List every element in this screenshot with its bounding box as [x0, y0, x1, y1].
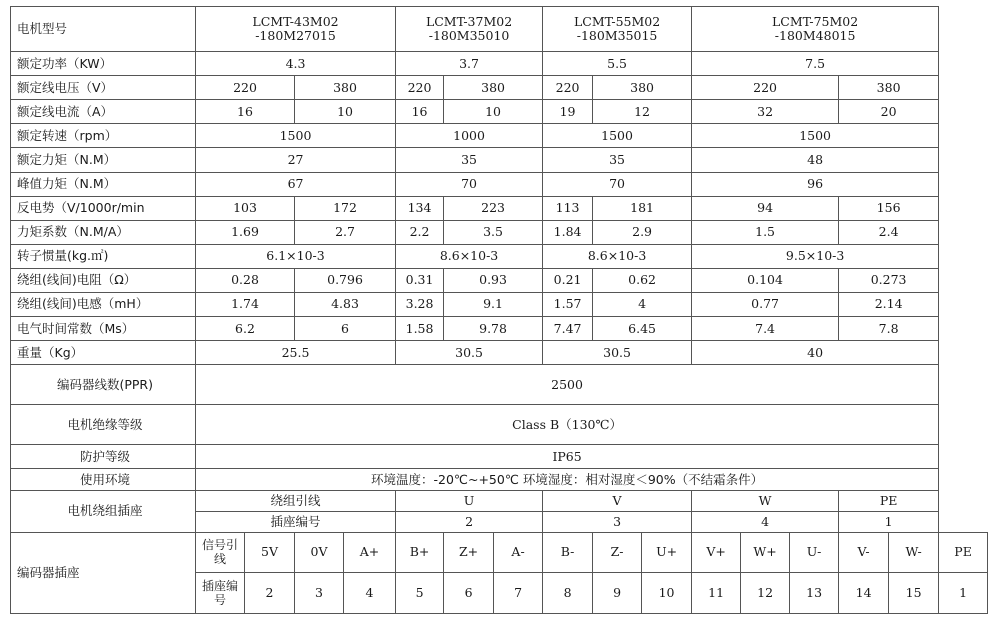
table-row [11, 244, 988, 268]
value-cell: 9.1 [444, 292, 543, 316]
encoder-pin: 3 [295, 572, 344, 613]
row-label: 编码器线数(PPR) [11, 365, 196, 405]
value-cell: 1.69 [196, 220, 295, 244]
value-cell: 2.14 [839, 292, 939, 316]
value-cell: 223 [444, 196, 543, 220]
encoder-socket-label: 编码器插座 [11, 532, 196, 613]
value-cell: 1.57 [543, 292, 593, 316]
value-cell: 8.6×10-3 [543, 244, 692, 268]
value-cell: 0.273 [839, 268, 939, 292]
row-label: 力矩系数（N.M/A） [11, 220, 196, 244]
value-cell: 9.78 [444, 317, 543, 341]
encoder-signal: B- [543, 532, 593, 572]
row-label: 防护等级 [11, 445, 196, 469]
value-cell: 30.5 [543, 341, 692, 365]
model-cell [396, 7, 543, 52]
model-line1: LCMT-55M02 [573, 14, 661, 30]
encoder-pin: 8 [543, 572, 593, 613]
value-cell: 172 [295, 196, 396, 220]
model-line1: LCMT-43M02 [252, 14, 339, 30]
table-row [11, 292, 988, 316]
value-cell: 6.2 [196, 317, 295, 341]
value-cell: 25.5 [196, 341, 396, 365]
value-cell: 2.4 [839, 220, 939, 244]
row-label: 电机绝缘等级 [11, 405, 196, 445]
value-cell: 0.77 [692, 292, 839, 316]
table-row [11, 172, 988, 196]
table-row [11, 268, 988, 292]
value-cell: 6 [295, 317, 396, 341]
encoder-signal: W+ [741, 532, 790, 572]
model-cell [543, 7, 692, 52]
encoder-pin: 1 [939, 572, 988, 613]
model-line2: -180M35015 [576, 28, 658, 44]
encoder-signal: A- [494, 532, 543, 572]
value-cell: 7.4 [692, 317, 839, 341]
value-cell: 7.5 [692, 52, 939, 76]
value-cell: 220 [543, 76, 593, 100]
winding-pin: 1 [839, 511, 939, 532]
table-row [11, 148, 988, 172]
value-cell: 113 [543, 196, 593, 220]
value-cell: 30.5 [396, 341, 543, 365]
value-cell: 1.74 [196, 292, 295, 316]
table-row [11, 469, 988, 490]
encoder-signal: V+ [692, 532, 741, 572]
encoder-pin: 7 [494, 572, 543, 613]
value-cell: 380 [593, 76, 692, 100]
value-cell: 0.93 [444, 268, 543, 292]
model-cell [196, 7, 396, 52]
encoder-pin: 11 [692, 572, 741, 613]
row-label: 峰值力矩（N.M） [11, 172, 196, 196]
encoder-signal: 5V [245, 532, 295, 572]
value-cell: 5.5 [543, 52, 692, 76]
value-cell: 32 [692, 100, 839, 124]
encoder-signal: 0V [295, 532, 344, 572]
row-label: 反电势（V/1000r/min [11, 196, 196, 220]
table-row [11, 490, 988, 511]
model-line2: -180M48015 [774, 28, 856, 44]
value-cell: 94 [692, 196, 839, 220]
row-label: 绕组(线间)电感（mH） [11, 292, 196, 316]
value-cell: 181 [593, 196, 692, 220]
winding-socket-label: 电机绕组插座 [11, 490, 196, 532]
value-cell: 0.28 [196, 268, 295, 292]
encoder-signal-label: 信号引线 [196, 532, 245, 572]
value-cell: 1500 [543, 124, 692, 148]
encoder-signal: U- [790, 532, 839, 572]
value-cell: 70 [543, 172, 692, 196]
encoder-pin: 10 [642, 572, 692, 613]
value-cell: 48 [692, 148, 939, 172]
model-cell [692, 7, 939, 52]
encoder-pin: 6 [444, 572, 494, 613]
winding-pin: 3 [543, 511, 692, 532]
encoder-pin: 5 [396, 572, 444, 613]
value-cell: 103 [196, 196, 295, 220]
value-cell: 96 [692, 172, 939, 196]
table-row [11, 100, 988, 124]
row-label: 电气时间常数（Ms） [11, 317, 196, 341]
value-cell: 2.2 [396, 220, 444, 244]
table-row [11, 52, 988, 76]
winding-lead: V [543, 490, 692, 511]
winding-pin: 4 [692, 511, 839, 532]
value-cell: IP65 [196, 445, 939, 469]
value-cell: 220 [396, 76, 444, 100]
encoder-signal: B+ [396, 532, 444, 572]
value-cell: 环境温度：-20℃~+50℃ 环境湿度：相对湿度＜90%（不结霜条件） [196, 469, 939, 490]
encoder-signal: U+ [642, 532, 692, 572]
row-label: 电机型号 [11, 7, 196, 52]
value-cell: 156 [839, 196, 939, 220]
value-cell: Class B（130℃） [196, 405, 939, 445]
value-cell: 35 [396, 148, 543, 172]
value-cell: 3.5 [444, 220, 543, 244]
value-cell: 67 [196, 172, 396, 196]
value-cell: 2500 [196, 365, 939, 405]
value-cell: 0.62 [593, 268, 692, 292]
value-cell: 380 [839, 76, 939, 100]
encoder-pin: 2 [245, 572, 295, 613]
encoder-signal: V- [839, 532, 889, 572]
value-cell: 220 [196, 76, 295, 100]
value-cell: 0.104 [692, 268, 839, 292]
table-row [11, 365, 988, 405]
row-label: 额定转速（rpm） [11, 124, 196, 148]
value-cell: 380 [444, 76, 543, 100]
encoder-signal: A+ [344, 532, 396, 572]
value-cell: 9.5×10-3 [692, 244, 939, 268]
value-cell: 380 [295, 76, 396, 100]
value-cell: 0.21 [543, 268, 593, 292]
table-row [11, 341, 988, 365]
value-cell: 16 [396, 100, 444, 124]
value-cell: 1.58 [396, 317, 444, 341]
row-label: 额定线电压（V） [11, 76, 196, 100]
value-cell: 4 [593, 292, 692, 316]
row-label: 额定功率（KW） [11, 52, 196, 76]
model-line1: LCMT-37M02 [425, 14, 513, 30]
table-row [11, 220, 988, 244]
row-label: 额定线电流（A） [11, 100, 196, 124]
value-cell: 1500 [196, 124, 396, 148]
value-cell: 7.8 [839, 317, 939, 341]
value-cell: 7.47 [543, 317, 593, 341]
model-line1: LCMT-75M02 [771, 14, 859, 30]
value-cell: 10 [444, 100, 543, 124]
encoder-pin-label: 插座编号 [196, 572, 245, 613]
value-cell: 2.7 [295, 220, 396, 244]
encoder-pin: 14 [839, 572, 889, 613]
row-label: 重量（Kg） [11, 341, 196, 365]
table-row [11, 7, 988, 52]
table-row [11, 124, 988, 148]
value-cell: 6.1×10-3 [196, 244, 396, 268]
value-cell: 3.7 [396, 52, 543, 76]
row-label: 额定力矩（N.M） [11, 148, 196, 172]
value-cell: 220 [692, 76, 839, 100]
winding-lead: U [396, 490, 543, 511]
value-cell: 8.6×10-3 [396, 244, 543, 268]
value-cell: 1000 [396, 124, 543, 148]
value-cell: 2.9 [593, 220, 692, 244]
value-cell: 0.31 [396, 268, 444, 292]
table-row [11, 317, 988, 341]
encoder-signal: Z+ [444, 532, 494, 572]
row-label: 转子惯量(kg.㎡) [11, 244, 196, 268]
value-cell: 19 [543, 100, 593, 124]
encoder-pin: 4 [344, 572, 396, 613]
winding-pin-label: 插座编号 [196, 511, 396, 532]
row-label: 使用环境 [11, 469, 196, 490]
value-cell: 10 [295, 100, 396, 124]
value-cell: 1.5 [692, 220, 839, 244]
value-cell: 20 [839, 100, 939, 124]
value-cell: 1.84 [543, 220, 593, 244]
value-cell: 1500 [692, 124, 939, 148]
motor-spec-sheet [10, 6, 988, 614]
value-cell: 12 [593, 100, 692, 124]
encoder-pin: 13 [790, 572, 839, 613]
row-label: 绕组(线间)电阻（Ω） [11, 268, 196, 292]
value-cell: 70 [396, 172, 543, 196]
table-row [11, 196, 988, 220]
value-cell: 4.83 [295, 292, 396, 316]
value-cell: 35 [543, 148, 692, 172]
table-row [11, 405, 988, 445]
model-line2: -180M35010 [428, 28, 510, 44]
value-cell: 134 [396, 196, 444, 220]
winding-pin: 2 [396, 511, 543, 532]
value-cell: 3.28 [396, 292, 444, 316]
encoder-pin: 15 [889, 572, 939, 613]
encoder-pin: 12 [741, 572, 790, 613]
spec-table [10, 6, 988, 614]
encoder-pin: 9 [593, 572, 642, 613]
value-cell: 4.3 [196, 52, 396, 76]
value-cell: 16 [196, 100, 295, 124]
encoder-signal: W- [889, 532, 939, 572]
winding-lead: W [692, 490, 839, 511]
encoder-signal: PE [939, 532, 988, 572]
model-line2: -180M27015 [255, 28, 336, 44]
table-row [11, 532, 988, 572]
value-cell: 27 [196, 148, 396, 172]
winding-lead: PE [839, 490, 939, 511]
value-cell: 40 [692, 341, 939, 365]
table-row [11, 76, 988, 100]
table-row [11, 445, 988, 469]
value-cell: 6.45 [593, 317, 692, 341]
encoder-signal: Z- [593, 532, 642, 572]
value-cell: 0.796 [295, 268, 396, 292]
winding-lead-label: 绕组引线 [196, 490, 396, 511]
